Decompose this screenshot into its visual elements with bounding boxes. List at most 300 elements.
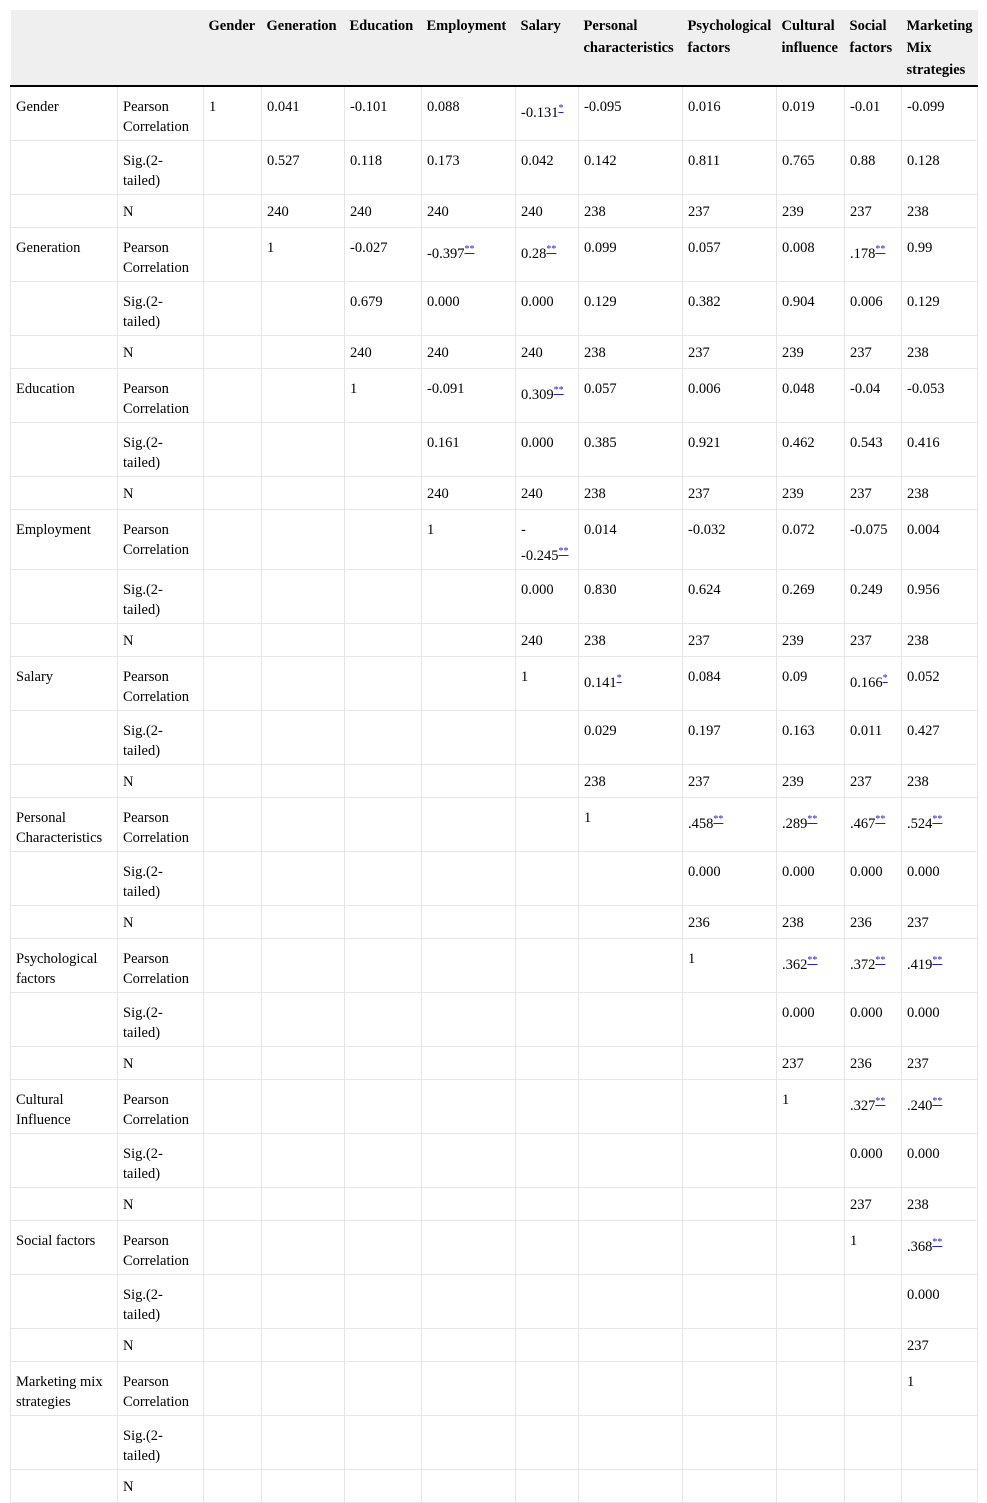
value-cell — [902, 228, 978, 282]
table-row — [11, 510, 978, 570]
value-cell — [579, 1046, 683, 1079]
value-cell — [345, 1046, 422, 1079]
table-row — [11, 656, 978, 710]
cell-value: -0.099 — [907, 99, 945, 115]
statistic-label: Pearson Correlation — [118, 228, 204, 282]
value-cell — [683, 710, 777, 764]
value-cell — [845, 851, 902, 905]
cell-value: 1 — [782, 1091, 790, 1108]
value-cell — [777, 797, 845, 851]
value-cell — [516, 141, 579, 195]
value-cell — [516, 1046, 579, 1079]
value-cell — [516, 851, 579, 905]
value-cell — [516, 710, 579, 764]
value-cell — [422, 1274, 516, 1328]
value-cell — [777, 1274, 845, 1328]
value-cell — [902, 569, 978, 623]
cell-value: .178 — [850, 245, 876, 262]
value-cell — [902, 510, 978, 570]
significance-footnote-link[interactable]: ** — [932, 1095, 943, 1107]
value-cell — [845, 1046, 902, 1079]
value-cell — [777, 141, 845, 195]
column-header: Psychological factors — [683, 10, 777, 86]
value-cell — [683, 656, 777, 710]
value-cell — [683, 938, 777, 992]
cell-value: 0.166 — [850, 674, 883, 691]
cell-value: 0.000 — [907, 863, 940, 880]
value-cell — [204, 1187, 262, 1220]
cell-value: 239 — [782, 204, 804, 220]
value-cell — [845, 1469, 902, 1502]
statistic-label: Pearson Correlation — [118, 938, 204, 992]
cell-value: 237 — [850, 486, 872, 502]
significance-footnote-link[interactable]: * — [616, 672, 622, 684]
value-cell — [579, 851, 683, 905]
value-cell — [579, 938, 683, 992]
variable-label: Employment — [11, 510, 118, 570]
value-cell — [345, 1415, 422, 1469]
significance-footnote-link[interactable]: ** — [932, 954, 943, 966]
significance-footnote-link[interactable]: * — [558, 103, 564, 114]
cell-value: 0.000 — [688, 863, 721, 880]
value-cell — [422, 510, 516, 570]
cell-value: 238 — [907, 773, 929, 790]
value-cell — [845, 1328, 902, 1361]
cell-value: 1 — [521, 668, 529, 685]
value-cell — [579, 656, 683, 710]
value-cell — [204, 86, 262, 141]
variable-label — [11, 710, 118, 764]
value-cell — [422, 141, 516, 195]
value-cell — [345, 141, 422, 195]
cell-value: 240 — [350, 345, 372, 361]
value-cell — [777, 1328, 845, 1361]
statistic-label: Pearson Correlation — [118, 86, 204, 141]
value-cell — [422, 1079, 516, 1133]
value-cell — [902, 336, 978, 369]
value-cell — [262, 1187, 345, 1220]
value-cell — [345, 369, 422, 423]
value-cell — [345, 1220, 422, 1274]
value-cell — [777, 195, 845, 228]
value-cell — [345, 710, 422, 764]
value-cell — [777, 477, 845, 510]
variable-label — [11, 1274, 118, 1328]
statistic-label: Sig.(2-tailed) — [118, 1415, 204, 1469]
value-cell — [516, 369, 579, 423]
value-cell — [777, 764, 845, 797]
cell-value: 1 — [350, 381, 358, 397]
column-header: Generation — [262, 10, 345, 86]
significance-footnote-link[interactable]: ** — [464, 244, 475, 255]
value-cell — [845, 1220, 902, 1274]
cell-value: 238 — [584, 486, 606, 502]
value-cell — [204, 1220, 262, 1274]
cell-value: 0.921 — [688, 435, 721, 451]
value-cell — [683, 569, 777, 623]
value-cell — [579, 510, 683, 570]
value-cell — [579, 1469, 683, 1502]
column-header: Gender — [204, 10, 262, 86]
value-cell — [845, 195, 902, 228]
value-cell — [777, 86, 845, 141]
value-cell — [345, 851, 422, 905]
table-row — [11, 1079, 978, 1133]
table-row — [11, 423, 978, 477]
cell-value: .524 — [907, 815, 933, 832]
variable-label: Gender — [11, 86, 118, 141]
value-cell — [579, 764, 683, 797]
variable-label — [11, 1046, 118, 1079]
value-cell — [777, 369, 845, 423]
value-cell — [204, 369, 262, 423]
value-cell — [516, 1187, 579, 1220]
cell-value: .289 — [782, 815, 808, 832]
variable-label — [11, 195, 118, 228]
value-cell — [902, 938, 978, 992]
statistic-label: Sig.(2-tailed) — [118, 1274, 204, 1328]
cell-value: 0.000 — [521, 435, 554, 451]
value-cell — [345, 1274, 422, 1328]
value-cell — [422, 336, 516, 369]
significance-footnote-link[interactable]: ** — [553, 385, 564, 396]
value-cell — [516, 1415, 579, 1469]
cell-value: 237 — [850, 1196, 872, 1213]
value-cell — [845, 510, 902, 570]
value-cell — [777, 1415, 845, 1469]
value-cell — [262, 477, 345, 510]
table-row — [11, 764, 978, 797]
value-cell — [422, 764, 516, 797]
cell-value: .372 — [850, 956, 876, 973]
value-cell — [422, 992, 516, 1046]
value-cell — [516, 423, 579, 477]
table-row — [11, 195, 978, 228]
value-cell — [579, 1133, 683, 1187]
value-cell — [262, 1079, 345, 1133]
cell-value: 237 — [688, 345, 710, 361]
value-cell — [845, 656, 902, 710]
value-cell — [579, 1274, 683, 1328]
variable-label — [11, 141, 118, 195]
column-header: Social factors — [845, 10, 902, 86]
cell-value: 0.000 — [850, 1145, 883, 1162]
significance-footnote-link[interactable]: ** — [875, 1095, 886, 1107]
significance-footnote-link[interactable]: ** — [807, 813, 818, 825]
cell-value: 237 — [907, 1055, 929, 1072]
significance-footnote-link[interactable]: ** — [558, 546, 569, 557]
cell-value: 237 — [850, 204, 872, 220]
cell-value: 0.956 — [907, 581, 940, 598]
cell-value: 0.416 — [907, 435, 940, 451]
cell-value: 240 — [521, 486, 543, 502]
cell-value: 238 — [782, 914, 804, 931]
cell-value: 0.000 — [907, 1145, 940, 1162]
cell-value: 240 — [521, 204, 543, 220]
column-header: Salary — [516, 10, 579, 86]
value-cell — [204, 1328, 262, 1361]
cell-value: 0.019 — [782, 99, 815, 115]
cell-value: 0.830 — [584, 581, 617, 598]
value-cell — [204, 851, 262, 905]
value-cell — [579, 369, 683, 423]
table-row — [11, 228, 978, 282]
cell-value: 0.099 — [584, 240, 617, 256]
value-cell — [345, 423, 422, 477]
statistic-label: Pearson Correlation — [118, 510, 204, 570]
cell-value: 0.000 — [850, 863, 883, 880]
table-row — [11, 1220, 978, 1274]
value-cell — [345, 569, 422, 623]
cell-value: 0.006 — [688, 381, 721, 397]
cell-value: 239 — [782, 345, 804, 361]
cell-value: 0.28 — [521, 245, 547, 262]
cell-value: 240 — [427, 345, 449, 361]
cell-value: -0.101 — [350, 99, 388, 115]
significance-footnote-link[interactable]: ** — [807, 954, 818, 966]
table-row — [11, 1274, 978, 1328]
cell-value: 0.543 — [850, 435, 883, 451]
variable-label: Salary — [11, 656, 118, 710]
cell-value: 237 — [850, 632, 872, 649]
value-cell — [845, 797, 902, 851]
column-header: Employment — [422, 10, 516, 86]
table-row — [11, 336, 978, 369]
cell-value: 236 — [850, 1055, 872, 1072]
value-cell — [777, 1187, 845, 1220]
value-cell — [422, 938, 516, 992]
value-cell — [902, 764, 978, 797]
value-cell — [262, 228, 345, 282]
value-cell — [262, 423, 345, 477]
cell-value: 240 — [427, 204, 449, 220]
cell-value: 236 — [850, 914, 872, 931]
cell-value: 0.161 — [427, 435, 460, 451]
value-cell — [204, 1361, 262, 1415]
variable-label — [11, 992, 118, 1046]
value-cell — [579, 86, 683, 141]
table-row — [11, 141, 978, 195]
variable-label — [11, 336, 118, 369]
value-cell — [683, 1187, 777, 1220]
value-cell — [422, 1469, 516, 1502]
value-cell — [777, 1079, 845, 1133]
value-cell — [902, 86, 978, 141]
value-cell — [579, 710, 683, 764]
value-cell — [422, 1415, 516, 1469]
value-cell — [204, 477, 262, 510]
cell-value: -0.04 — [850, 381, 881, 397]
cell-value: 0.014 — [584, 522, 617, 538]
value-cell — [683, 282, 777, 336]
value-cell — [345, 656, 422, 710]
cell-value: .327 — [850, 1097, 876, 1114]
cell-value: 239 — [782, 773, 804, 790]
value-cell — [902, 1274, 978, 1328]
table-row — [11, 1469, 978, 1502]
value-cell — [579, 141, 683, 195]
value-cell — [516, 905, 579, 938]
value-cell — [845, 477, 902, 510]
value-cell — [579, 1079, 683, 1133]
value-cell — [422, 656, 516, 710]
value-cell — [845, 992, 902, 1046]
significance-footnote-link[interactable]: ** — [546, 244, 557, 255]
value-cell — [845, 905, 902, 938]
value-cell — [345, 195, 422, 228]
cell-value: 0.006 — [850, 294, 883, 310]
statistic-label: Sig.(2-tailed) — [118, 710, 204, 764]
value-cell — [777, 851, 845, 905]
value-cell — [777, 905, 845, 938]
value-cell — [262, 282, 345, 336]
value-cell — [422, 369, 516, 423]
value-cell — [204, 797, 262, 851]
cell-value: 0.041 — [267, 99, 300, 115]
value-cell — [262, 1328, 345, 1361]
value-cell — [345, 1328, 422, 1361]
cell-value: -0.027 — [350, 240, 388, 256]
cell-value: -0.075 — [850, 522, 888, 538]
statistic-label: Pearson Correlation — [118, 1361, 204, 1415]
value-cell — [516, 992, 579, 1046]
cell-value: 237 — [850, 345, 872, 361]
value-cell — [422, 905, 516, 938]
value-cell — [902, 1133, 978, 1187]
value-cell — [262, 938, 345, 992]
significance-footnote-link[interactable]: * — [882, 672, 888, 684]
value-cell — [902, 905, 978, 938]
value-cell — [845, 369, 902, 423]
variable-label — [11, 569, 118, 623]
cell-value: .419 — [907, 956, 933, 973]
table-body — [11, 86, 978, 1502]
value-cell — [262, 764, 345, 797]
value-cell — [204, 423, 262, 477]
value-cell — [902, 1415, 978, 1469]
value-cell — [683, 510, 777, 570]
value-cell — [777, 569, 845, 623]
value-cell — [683, 423, 777, 477]
cell-value: --0.245 — [521, 522, 559, 564]
statistic-label: Sig.(2-tailed) — [118, 569, 204, 623]
cell-value: 1 — [584, 809, 592, 826]
value-cell — [204, 195, 262, 228]
value-cell — [204, 228, 262, 282]
cell-value: 239 — [782, 486, 804, 502]
value-cell — [422, 195, 516, 228]
value-cell — [777, 282, 845, 336]
table-row — [11, 992, 978, 1046]
value-cell — [902, 1187, 978, 1220]
value-cell — [262, 1415, 345, 1469]
value-cell — [902, 710, 978, 764]
table-row — [11, 1046, 978, 1079]
value-cell — [262, 336, 345, 369]
cell-value: 0.042 — [521, 153, 554, 169]
cell-value: 0.128 — [907, 153, 940, 169]
value-cell — [902, 1046, 978, 1079]
value-cell — [845, 764, 902, 797]
value-cell — [683, 1046, 777, 1079]
cell-value: 0.197 — [688, 722, 721, 739]
significance-footnote-link[interactable]: ** — [932, 813, 943, 825]
value-cell — [262, 1274, 345, 1328]
cell-value: 0.048 — [782, 381, 815, 397]
cell-value: 237 — [907, 914, 929, 931]
value-cell — [422, 569, 516, 623]
value-cell — [845, 86, 902, 141]
value-cell — [845, 938, 902, 992]
value-cell — [345, 86, 422, 141]
value-cell — [422, 1133, 516, 1187]
value-cell — [777, 1361, 845, 1415]
value-cell — [204, 1274, 262, 1328]
cell-value: 238 — [584, 204, 606, 220]
variable-label: Cultural Influence — [11, 1079, 118, 1133]
variable-label — [11, 423, 118, 477]
value-cell — [683, 195, 777, 228]
value-cell — [579, 477, 683, 510]
value-cell — [579, 623, 683, 656]
value-cell — [516, 477, 579, 510]
statistic-label: Pearson Correlation — [118, 1079, 204, 1133]
value-cell — [683, 1133, 777, 1187]
cell-value: 0.904 — [782, 294, 815, 310]
value-cell — [683, 797, 777, 851]
cell-value: 0.000 — [907, 1004, 940, 1021]
variable-label — [11, 1328, 118, 1361]
cell-value: -0.095 — [584, 99, 622, 115]
cell-value: 1 — [267, 240, 275, 256]
significance-footnote-link[interactable]: ** — [932, 1236, 943, 1248]
value-cell — [345, 623, 422, 656]
value-cell — [516, 1133, 579, 1187]
value-cell — [683, 1361, 777, 1415]
significance-footnote-link[interactable]: ** — [875, 813, 886, 825]
cell-value: 236 — [688, 914, 710, 931]
cell-value: .368 — [907, 1238, 933, 1255]
value-cell — [845, 282, 902, 336]
value-cell — [902, 141, 978, 195]
cell-value: 240 — [267, 204, 289, 220]
cell-value: 0.141 — [584, 674, 617, 691]
value-cell — [422, 797, 516, 851]
cell-value: 0.000 — [521, 294, 554, 310]
value-cell — [345, 1187, 422, 1220]
value-cell — [204, 938, 262, 992]
significance-footnote-link[interactable]: ** — [713, 813, 724, 825]
value-cell — [262, 1046, 345, 1079]
table-row — [11, 477, 978, 510]
value-cell — [422, 1187, 516, 1220]
value-cell — [777, 938, 845, 992]
variable-label — [11, 905, 118, 938]
value-cell — [683, 1274, 777, 1328]
cell-value: 0.142 — [584, 153, 617, 169]
significance-footnote-link[interactable]: ** — [875, 954, 886, 966]
value-cell — [902, 992, 978, 1046]
table-row — [11, 1361, 978, 1415]
statistic-label: Pearson Correlation — [118, 1220, 204, 1274]
header-row — [11, 10, 978, 86]
variable-label — [11, 1469, 118, 1502]
cell-value: 1 — [850, 1232, 858, 1249]
value-cell — [845, 228, 902, 282]
value-cell — [262, 195, 345, 228]
significance-footnote-link[interactable]: ** — [875, 244, 886, 255]
value-cell — [683, 764, 777, 797]
